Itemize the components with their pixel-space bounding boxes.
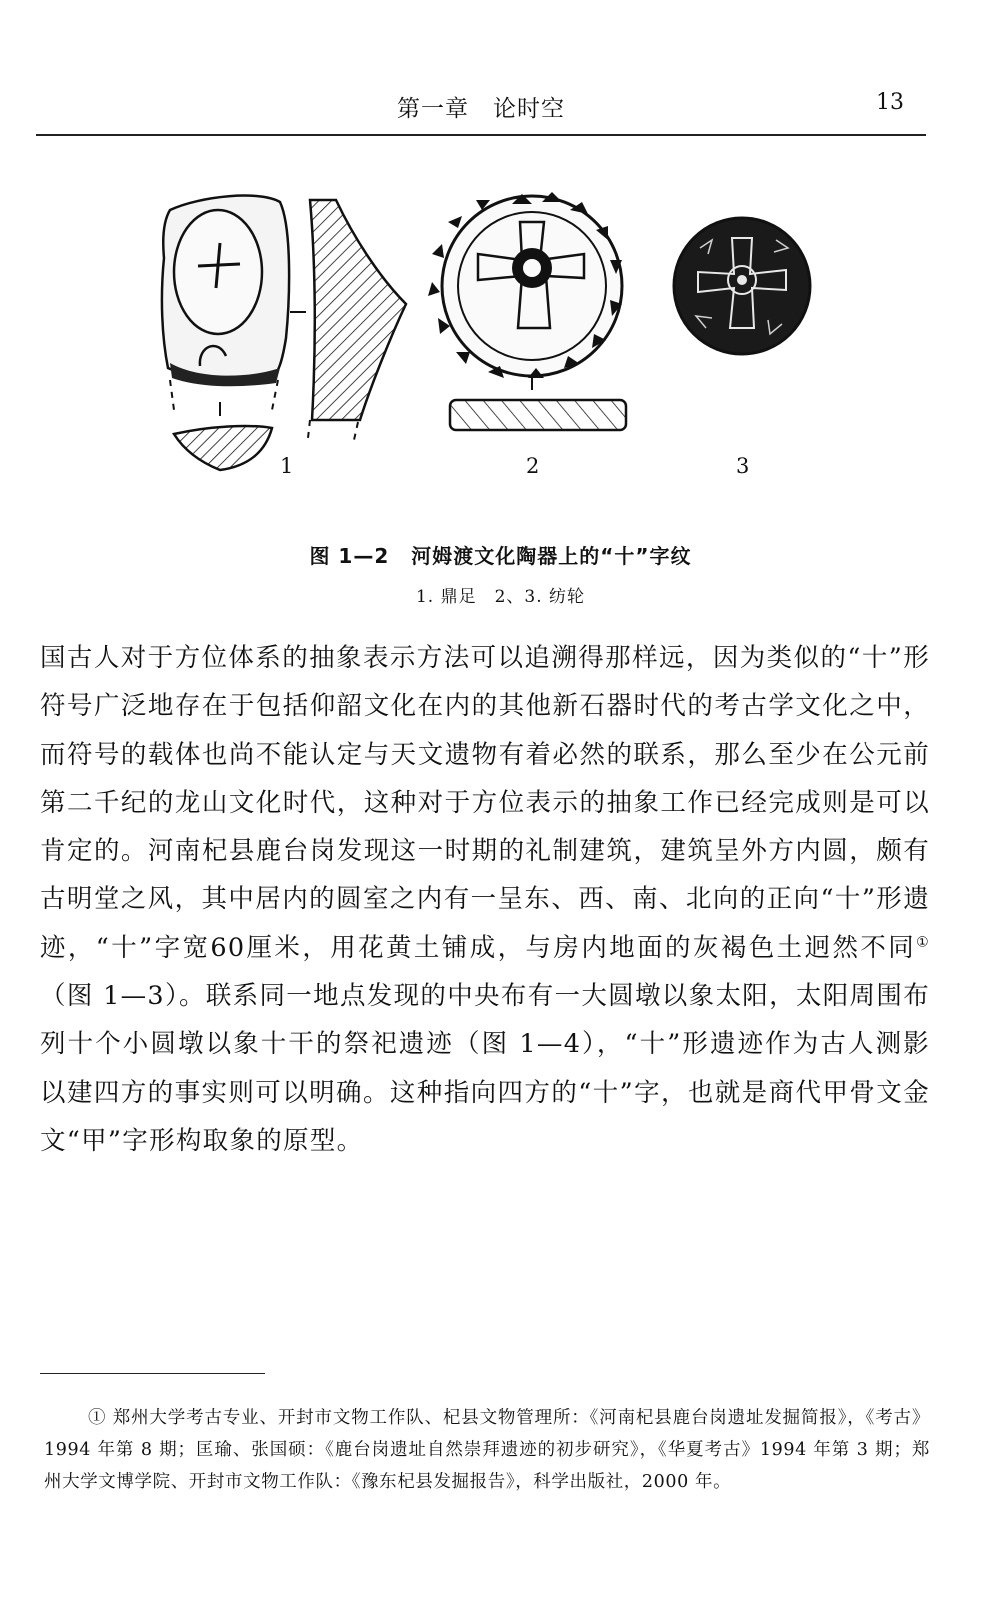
figure-number-3: 3	[736, 454, 750, 478]
footnote-separator	[40, 1373, 265, 1374]
ding-foot-section	[308, 200, 406, 440]
figure-number-2: 2	[526, 454, 540, 478]
figure-illustration	[140, 188, 840, 498]
body-paragraph	[40, 634, 930, 1165]
figure-subcaption: 1. 鼎足 2、3. 纺轮	[415, 587, 586, 607]
ding-foot-drawing	[162, 196, 306, 416]
footnote-reference: ①	[916, 934, 930, 951]
footnote-text: ① 郑州大学考古专业、开封市文物工作队、杞县文物管理所：《河南杞县鹿台岗遗址发掘简报》，《考古》1994 年第 8 期；匡瑜、张国硕：《鹿台岗遗址自然崇拜遗迹的初步研究》，《华夏考古》1994 年第 3 期；郑州大学文博学院、开封市文物工作队：《豫东杞县发掘报告》，科学出版社，2000 年。	[44, 1408, 930, 1492]
figure-1-2	[140, 188, 840, 498]
figure-caption-label: 图 1—2	[309, 544, 390, 568]
ding-foot-cross-section	[174, 426, 272, 470]
figure-caption-title: 河姆渡文化陶器上的“十”字纹	[411, 544, 692, 568]
page-number: 13	[876, 90, 904, 115]
chapter-title: 第一章 论时空	[397, 96, 565, 122]
running-header	[36, 82, 926, 136]
body-paragraph-part-2: （图 1—3）。联系同一地点发现的中央布有一大圆墩以象太阳，太阳周围布列十个小圆墩以象十干的祭祀遗迹（图 1—4），“十”形遗迹作为古人测影以建四方的事实则可以明确。这种指向四方的“十”字，也就是商代甲骨文金文“甲”字形构取象的原型。	[40, 981, 930, 1156]
figure-number-1: 1	[280, 454, 294, 478]
body-text	[40, 634, 930, 1165]
spindle-whorl-dark-drawing	[674, 218, 810, 354]
body-paragraph-part-1: 国古人对于方位体系的抽象表示方法可以追溯得那样远，因为类似的“十”形符号广泛地存在于包括仰韶文化在内的其他新石器时代的考古学文化之中，而符号的载体也尚不能认定与天文遗物有着必然的联系，那么至少在公元前第二千纪的龙山文化时代，这种对于方位表示的抽象工作已经完成则是可以肯定的。河南杞县鹿台岗发现这一时期的礼制建筑，建筑呈外方内圆，颇有古明堂之风，其中居内的圆室之内有一呈东、西、南、北向的正向“十”形遗迹，“十”字宽60厘米，用花黄土铺成，与房内地面的灰褐色土迥然不同	[40, 643, 930, 963]
footnote	[44, 1402, 930, 1498]
spindle-whorl-drawing	[428, 192, 626, 430]
figure-caption	[0, 540, 1001, 569]
